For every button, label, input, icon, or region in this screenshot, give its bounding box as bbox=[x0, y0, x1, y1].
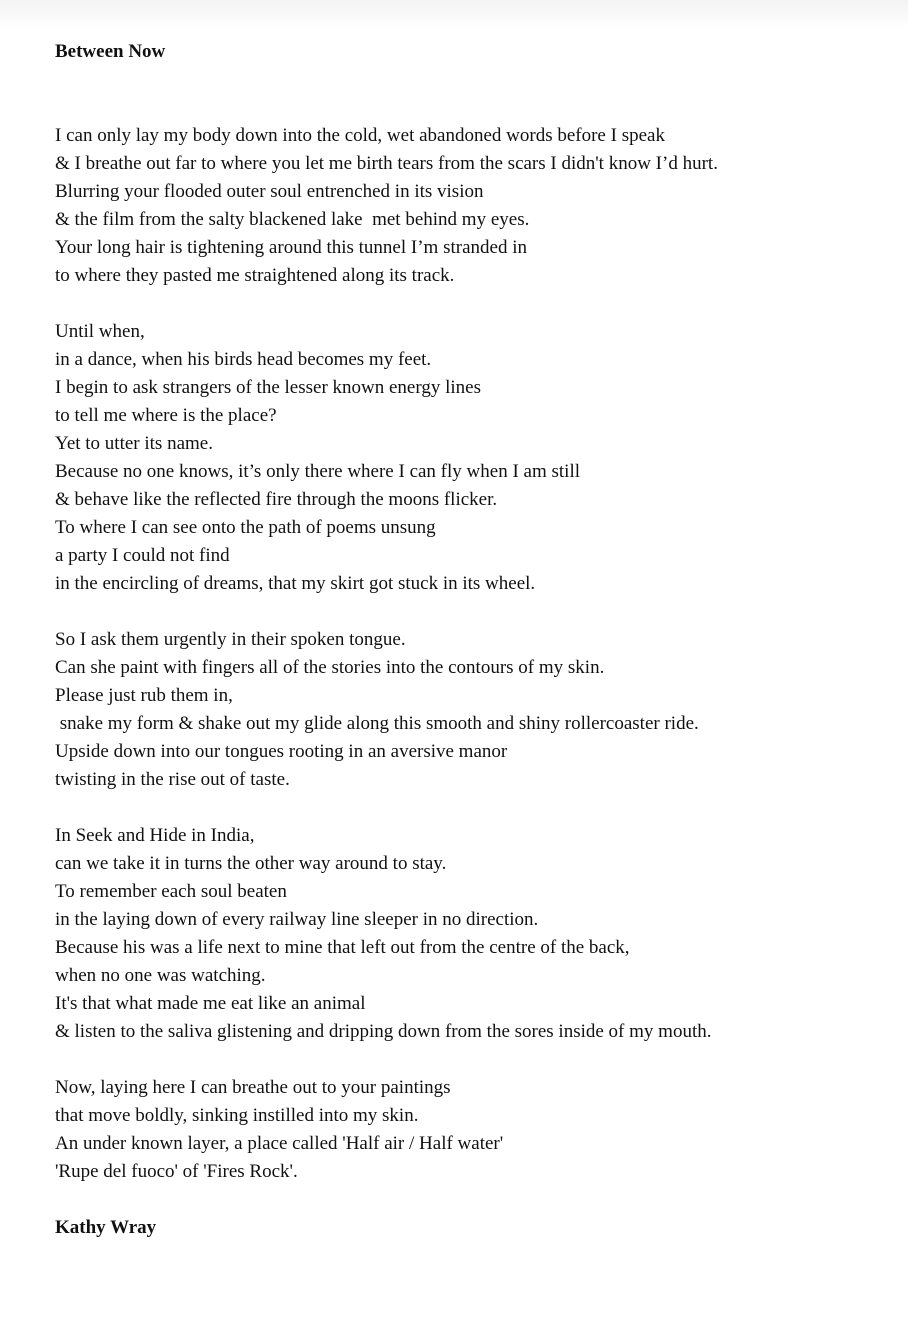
poem-line: in the encircling of dreams, that my skirt got stuck in its wheel. bbox=[55, 573, 536, 594]
poem-line: Can she paint with fingers all of the stories into the contours of my skin. bbox=[55, 657, 605, 678]
poem-author: Kathy Wray bbox=[55, 1217, 157, 1238]
poem-line: that move boldly, sinking instilled into my skin. bbox=[55, 1105, 419, 1126]
stanza-5 bbox=[55, 1074, 895, 1186]
poem-title: Between Now bbox=[55, 41, 166, 62]
stanza-3 bbox=[55, 626, 895, 794]
poem-line: a party I could not find bbox=[55, 545, 230, 566]
poem-line: & the film from the salty blackened lake met behind my eyes. bbox=[55, 209, 530, 230]
stanza-2 bbox=[55, 318, 895, 598]
poem-line: Your long hair is tightening around this tunnel I’m stranded in bbox=[55, 237, 527, 258]
poem-line: Please just rub them in, bbox=[55, 685, 233, 706]
poem-line: in a dance, when his birds head becomes my feet. bbox=[55, 349, 432, 370]
stanza-4 bbox=[55, 822, 895, 1046]
poem-line: to tell me where is the place? bbox=[55, 405, 277, 426]
poem-line: in the laying down of every railway line sleeper in no direction. bbox=[55, 909, 539, 930]
poem-line: In Seek and Hide in India, bbox=[55, 825, 255, 846]
poem-line: snake my form & shake out my glide along this smooth and shiny rollercoaster ride. bbox=[55, 713, 699, 734]
poem-line: Because his was a life next to mine that left out from the centre of the back, bbox=[55, 937, 630, 958]
poem-line: & behave like the reflected fire through the moons flicker. bbox=[55, 489, 498, 510]
poem-line: Because no one knows, it’s only there where I can fly when I am still bbox=[55, 461, 580, 482]
title-spacer bbox=[55, 66, 895, 122]
poem-line: To where I can see onto the path of poems unsung bbox=[55, 517, 436, 538]
poem-line: Until when, bbox=[55, 321, 145, 342]
poem-line: 'Rupe del fuoco' of 'Fires Rock'. bbox=[55, 1161, 298, 1182]
poem-line: An under known layer, a place called 'Half air / Half water' bbox=[55, 1133, 504, 1154]
poem-line: can we take it in turns the other way around to stay. bbox=[55, 853, 447, 874]
poem-line: Upside down into our tongues rooting in an aversive manor bbox=[55, 741, 508, 762]
poem-line: I can only lay my body down into the cold, wet abandoned words before I speak bbox=[55, 125, 665, 146]
poem-line: Now, laying here I can breathe out to your paintings bbox=[55, 1077, 451, 1098]
top-edge-shadow bbox=[0, 0, 908, 30]
poem-line: Yet to utter its name. bbox=[55, 433, 213, 454]
poem-line: to where they pasted me straightened along its track. bbox=[55, 265, 455, 286]
poem-line: & I breathe out far to where you let me birth tears from the scars I didn't know I’d hurt. bbox=[55, 153, 718, 174]
poem-line: I begin to ask strangers of the lesser known energy lines bbox=[55, 377, 481, 398]
poem-line: So I ask them urgently in their spoken tongue. bbox=[55, 629, 406, 650]
poem-line: Blurring your flooded outer soul entrenched in its vision bbox=[55, 181, 484, 202]
poem-line: when no one was watching. bbox=[55, 965, 266, 986]
poem-line: twisting in the rise out of taste. bbox=[55, 769, 290, 790]
poem-line: To remember each soul beaten bbox=[55, 881, 287, 902]
stanza-1 bbox=[55, 122, 895, 290]
poem-document bbox=[55, 38, 895, 1242]
poem-line: It's that what made me eat like an animal bbox=[55, 993, 366, 1014]
poem-line: & listen to the saliva glistening and dripping down from the sores inside of my mouth. bbox=[55, 1021, 712, 1042]
